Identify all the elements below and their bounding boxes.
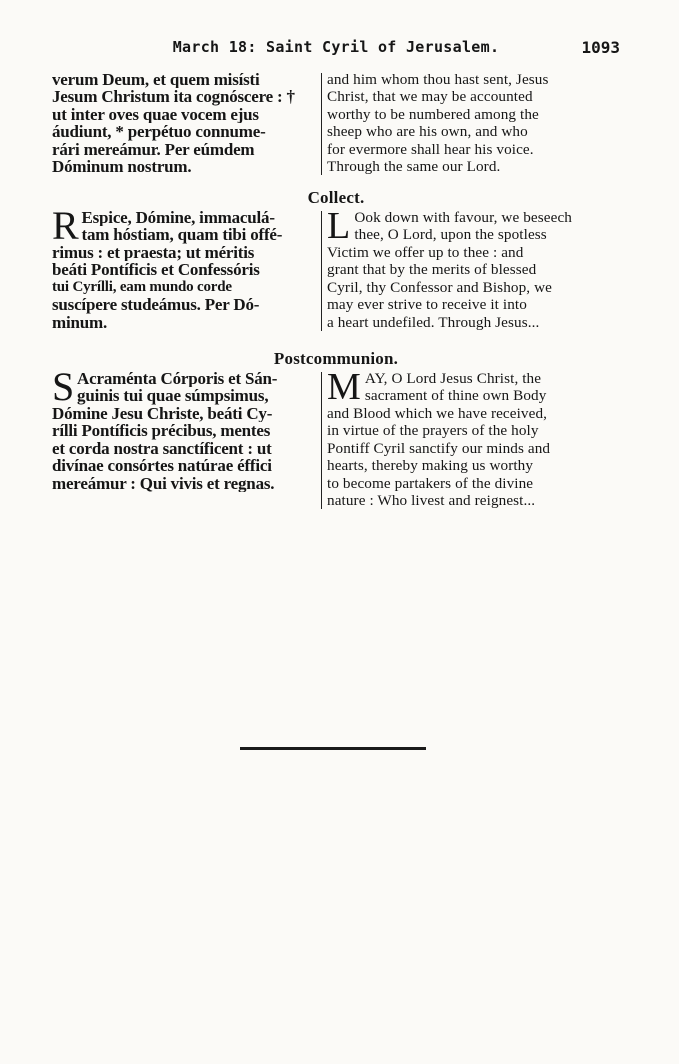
latin-line: guinis tui quae súmpsimus,	[77, 387, 269, 405]
page-number: 1093	[581, 38, 620, 57]
collect-section	[52, 187, 620, 331]
continuation-section	[52, 71, 620, 175]
english-line: Ook down with favour, we beseech	[354, 209, 572, 226]
postcommunion-english	[326, 366, 620, 510]
english-line: sheep who are his own, and who	[327, 123, 528, 141]
postcommunion-section	[52, 348, 620, 509]
english-line: a heart undefiled. Through Jesus...	[327, 313, 540, 331]
english-line: to become partakers of the divine	[327, 474, 534, 492]
latin-line: rimus : et praesta; ut méritis	[52, 244, 255, 262]
latin-line: minum.	[52, 313, 108, 332]
english-line: grant that by the merits of blessed	[327, 261, 537, 279]
english-line: sacrament of thine own Body	[364, 387, 547, 405]
postcommunion-latin	[52, 364, 321, 509]
latin-line: tam hóstiam, quam tibi offé-	[81, 226, 283, 244]
drop-cap: M	[327, 366, 361, 408]
english-line: Through the same our Lord.	[327, 158, 501, 176]
english-line: Cyril, thy Confessor and Bishop, we	[327, 278, 552, 296]
english-line: thee, O Lord, upon the spotless	[354, 226, 547, 244]
postcommunion-heading: Postcommunion.	[273, 349, 399, 368]
column-divider	[321, 73, 322, 175]
latin-line: Jesum Christum ita cognóscere : †	[52, 88, 295, 106]
english-line: and Blood which we have received,	[327, 405, 548, 422]
drop-cap: L	[327, 205, 351, 247]
english-line: may ever strive to receive it into	[327, 296, 527, 314]
english-line: nature : Who livest and reignest...	[327, 492, 536, 510]
running-head	[52, 38, 620, 62]
english-line: Pontiff Cyril sanctify our minds and	[327, 439, 551, 457]
collect-latin	[52, 203, 321, 332]
latin-line: suscípere studeámus. Per Dó-	[52, 296, 260, 314]
latin-line: et corda nostra sanctíficent : ut	[52, 439, 272, 458]
latin-line: beáti Pontíficis et Confessóris	[52, 261, 260, 279]
end-rule	[240, 747, 426, 750]
running-title: March 18: Saint Cyril of Jerusalem.	[172, 38, 500, 56]
continuation-latin	[52, 71, 321, 175]
continuation-english	[326, 71, 620, 175]
latin-line: Espice, Dómine, immaculá-	[81, 209, 275, 227]
latin-line: Acraménta Córporis et Sán-	[77, 370, 278, 388]
drop-cap: R	[52, 203, 79, 248]
english-line: for evermore shall hear his voice.	[327, 140, 534, 158]
latin-line: Dómine Jesu Christe, beáti Cy-	[52, 405, 273, 423]
drop-cap: S	[52, 364, 75, 409]
latin-line: verum Deum, et quem misísti	[52, 71, 260, 89]
english-line: hearts, thereby making us worthy	[327, 457, 534, 475]
english-line: worthy to be numbered among the	[327, 105, 539, 123]
latin-line: mereámur : Qui vivis et regnas.	[52, 474, 275, 493]
english-line: Victim we offer up to thee : and	[327, 244, 524, 261]
column-divider	[321, 372, 322, 509]
collect-english	[326, 205, 620, 331]
english-line: in virtue of the prayers of the holy	[327, 422, 539, 440]
column-divider	[321, 211, 322, 331]
latin-line: áudiunt, * perpétuo connume-	[52, 123, 266, 141]
latin-line: tui Cyrílli, eam mundo corde	[52, 278, 232, 295]
latin-line: divínae consórtes natúrae éffici	[52, 457, 272, 475]
english-line: AY, O Lord Jesus Christ, the	[364, 370, 542, 387]
collect-heading: Collect.	[307, 188, 365, 207]
latin-line: rári mereámur. Per eúmdem	[52, 140, 255, 159]
english-line: Christ, that we may be accounted	[327, 88, 533, 106]
latin-line: rílli Pontíficis précibus, mentes	[52, 422, 271, 440]
latin-line: ut inter oves quae vocem ejus	[52, 105, 259, 124]
english-line: and him whom thou hast sent, Jesus	[327, 71, 549, 88]
latin-line: Dóminum nostrum.	[52, 158, 192, 176]
